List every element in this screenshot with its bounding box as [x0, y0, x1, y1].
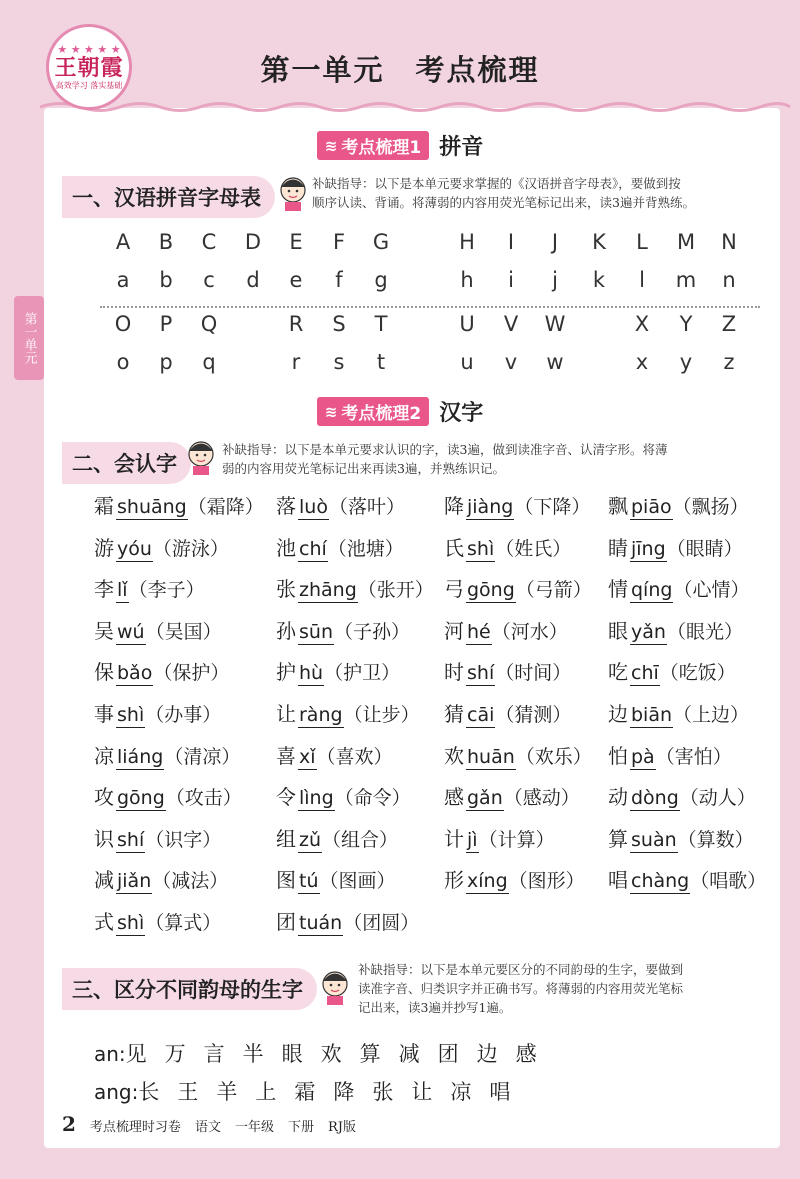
character-word: （感动）	[503, 787, 580, 810]
guide-line: 记出来，读3遍并抄写1遍。	[358, 1000, 512, 1015]
alphabet-letter: C	[201, 230, 217, 254]
alphabet-letter: T	[374, 312, 388, 336]
student-face-icon	[318, 966, 352, 1006]
character-hanzi: 落	[276, 494, 296, 518]
alphabet-letter: p	[159, 350, 173, 374]
character-entry	[444, 573, 592, 603]
character-entry	[94, 906, 221, 936]
character-hanzi: 减	[94, 868, 114, 893]
character-entry	[94, 740, 240, 770]
character-hanzi: 氏	[444, 535, 464, 560]
character-entry	[444, 781, 580, 811]
character-pinyin: chí	[299, 537, 327, 560]
character-pinyin: wú	[117, 620, 145, 643]
character-word: （吃饭）	[659, 662, 736, 685]
side-unit-tab: 第一单元	[14, 296, 44, 380]
alphabet-letter: K	[592, 230, 606, 254]
part-title-distinguish	[62, 968, 317, 1010]
alphabet-letter: F	[332, 230, 346, 254]
character-entry	[276, 906, 419, 936]
character-grid	[94, 490, 774, 948]
character-word: （识字）	[145, 828, 222, 851]
character-pinyin: jiàng	[467, 496, 514, 518]
rhyme-label: ang:	[94, 1080, 139, 1104]
character-word: （落叶）	[328, 496, 405, 518]
character-pinyin: gōng	[117, 787, 165, 810]
character-pinyin: gǎn	[467, 787, 503, 810]
section-heading-pinyin	[0, 130, 800, 161]
page-number: 2	[62, 1112, 76, 1136]
character-pinyin: cāi	[467, 703, 495, 726]
character-entry	[444, 823, 555, 853]
character-hanzi: 池	[276, 535, 296, 560]
alphabet-letter: a	[116, 268, 130, 292]
character-entry	[608, 823, 754, 853]
character-hanzi: 张	[276, 577, 296, 602]
alphabet-letter: Y	[679, 312, 693, 336]
character-word: （护卫）	[324, 662, 401, 685]
logo-stars: ★ ★ ★ ★ ★	[57, 42, 121, 56]
character-word: （弓箭）	[515, 579, 592, 602]
character-word: （猜测）	[495, 703, 572, 726]
logo-subtitle: 高效学习 落实基础	[55, 80, 123, 90]
character-hanzi: 令	[276, 785, 296, 810]
character-pinyin: lǐ	[117, 579, 128, 602]
character-entry	[444, 740, 592, 770]
character-hanzi: 欢	[444, 743, 464, 768]
part-title-recognize	[62, 442, 191, 484]
character-word: （张开）	[357, 579, 434, 602]
character-entry	[276, 615, 410, 645]
alphabet-letter: G	[372, 230, 390, 254]
character-hanzi: 算	[608, 826, 628, 851]
character-word: （唱歌）	[690, 870, 767, 893]
rhyme-row-an	[94, 1038, 555, 1068]
character-word: （攻击）	[165, 787, 242, 810]
guide-line: 补缺指导：以下是本单元要区分的不同韵母的生字，要做到	[358, 962, 684, 977]
character-hanzi: 识	[94, 826, 114, 851]
alphabet-letter: m	[675, 268, 697, 292]
character-entry	[276, 698, 420, 728]
alphabet-letter: M	[676, 230, 696, 254]
alphabet-letter: P	[159, 312, 173, 336]
alphabet-letter: D	[244, 230, 262, 254]
page-title: 第一单元 考点梳理	[260, 53, 540, 87]
alphabet-letter: v	[504, 350, 518, 374]
character-word: （眼睛）	[666, 537, 743, 560]
character-word: （眼光）	[666, 620, 743, 643]
character-entry	[276, 490, 405, 520]
character-pinyin: zǔ	[299, 828, 322, 851]
alphabet-letter: k	[592, 268, 606, 292]
character-hanzi: 式	[94, 909, 114, 934]
character-pinyin: tuán	[299, 911, 343, 934]
character-row	[94, 823, 774, 865]
character-entry	[444, 615, 568, 645]
character-entry	[608, 615, 743, 645]
alphabet-letter: u	[460, 350, 474, 374]
character-word: （池塘）	[327, 537, 404, 560]
alphabet-letter: L	[636, 230, 648, 254]
character-pinyin: lìng	[299, 787, 334, 810]
alphabet-letter: i	[508, 268, 514, 292]
character-row	[94, 740, 774, 782]
alphabet-letter: S	[332, 312, 346, 336]
character-entry	[94, 781, 242, 811]
character-pinyin: ràng	[299, 703, 343, 726]
character-entry	[276, 656, 400, 686]
character-hanzi: 计	[444, 826, 464, 851]
character-pinyin: piāo	[631, 496, 672, 518]
alphabet-letter: g	[374, 268, 388, 292]
character-row	[94, 781, 774, 823]
rhyme-chars: 见万言半眼欢算减团边感	[125, 1042, 555, 1066]
character-entry	[94, 823, 221, 853]
section-heading-hanzi	[0, 396, 800, 427]
character-pinyin: sūn	[299, 620, 333, 643]
alphabet-letter: f	[335, 268, 343, 292]
character-pinyin: yóu	[117, 537, 152, 560]
guide-distinguish	[358, 960, 768, 1017]
character-hanzi: 河	[444, 618, 464, 643]
character-hanzi: 感	[444, 785, 464, 810]
character-pinyin: dòng	[631, 787, 679, 810]
character-hanzi: 保	[94, 660, 114, 685]
character-word: （吴国）	[145, 620, 222, 643]
section-name: 汉字	[439, 401, 484, 426]
section-badge	[317, 131, 429, 160]
character-pinyin: hù	[299, 662, 324, 685]
alphabet-letter: Z	[721, 312, 737, 336]
character-row	[94, 490, 774, 532]
character-word: （团圆）	[343, 911, 420, 934]
character-pinyin: chàng	[631, 870, 690, 893]
alphabet-letter: B	[158, 230, 174, 254]
alphabet-letter: A	[115, 230, 131, 254]
alphabet-letter: U	[459, 312, 475, 336]
character-pinyin: jiǎn	[117, 870, 152, 893]
character-word: （清凉）	[164, 745, 241, 768]
alphabet-letter: j	[552, 268, 558, 292]
character-word: （保护）	[153, 662, 230, 685]
alphabet-letter: b	[159, 268, 173, 292]
alphabet-letter: J	[551, 230, 559, 254]
character-pinyin: jì	[467, 828, 478, 851]
alphabet-letter: e	[289, 268, 303, 292]
character-word: （心情）	[673, 579, 750, 602]
character-hanzi: 团	[276, 909, 296, 934]
character-pinyin: biān	[631, 703, 673, 726]
character-entry	[94, 698, 221, 728]
character-row	[94, 656, 774, 698]
character-word: （组合）	[322, 828, 399, 851]
character-hanzi: 游	[94, 535, 114, 560]
character-entry	[94, 573, 205, 603]
guide-line: 顺序认读、背诵。将薄弱的内容用荧光笔标记出来，读3遍并背熟练。	[312, 195, 695, 210]
character-hanzi: 护	[276, 660, 296, 685]
footer-subject: 语文	[194, 1120, 221, 1135]
alphabet-upper-row-2	[108, 312, 748, 342]
character-entry	[608, 573, 749, 603]
character-hanzi: 让	[276, 701, 296, 726]
page-footer	[62, 1112, 356, 1136]
character-entry	[608, 864, 766, 894]
alphabet-letter: n	[722, 268, 736, 292]
student-face-icon	[184, 436, 218, 476]
alphabet-letter: s	[333, 350, 345, 374]
guide-line: 补缺指导：以下是本单元要求掌握的《汉语拼音字母表》，要做到按	[312, 176, 681, 191]
footer-book: 考点梳理时习卷	[89, 1120, 181, 1135]
character-pinyin: pà	[631, 745, 655, 768]
guide-line: 弱的内容用荧光笔标记出来再读3遍，并熟练识记。	[222, 461, 505, 476]
alphabet-letter: E	[289, 230, 303, 254]
character-hanzi: 弓	[444, 577, 464, 602]
guide-alphabet	[312, 174, 762, 212]
character-hanzi: 飘	[608, 494, 628, 518]
character-entry	[444, 490, 590, 520]
character-hanzi: 攻	[94, 785, 114, 810]
character-word: （减法）	[152, 870, 229, 893]
character-hanzi: 唱	[608, 868, 628, 893]
alphabet-lower-row-1	[108, 268, 748, 298]
character-word: （下降）	[514, 496, 591, 518]
alphabet-letter: w	[546, 350, 564, 374]
character-pinyin: xǐ	[299, 745, 316, 768]
character-entry	[276, 532, 404, 562]
character-row	[94, 532, 774, 574]
character-entry	[94, 656, 229, 686]
character-word: （上边）	[673, 703, 750, 726]
character-hanzi: 降	[444, 494, 464, 518]
alphabet-letter: O	[114, 312, 132, 336]
character-word: （飘扬）	[672, 496, 749, 518]
character-hanzi: 睛	[608, 535, 628, 560]
alphabet-letter: y	[679, 350, 693, 374]
character-pinyin: shuāng	[117, 496, 187, 518]
footer-grade: 一年级	[234, 1120, 274, 1135]
rhyme-row-ang	[94, 1076, 528, 1106]
part-title-label: 二、会认字	[72, 452, 177, 476]
alphabet-letter: r	[291, 350, 301, 374]
character-row	[94, 906, 774, 948]
rhyme-chars: 长王羊上霜降张让凉唱	[138, 1080, 529, 1104]
character-entry	[276, 823, 398, 853]
character-hanzi: 边	[608, 701, 628, 726]
footer-term: 下册	[287, 1120, 314, 1135]
character-hanzi: 吴	[94, 618, 114, 643]
dotted-divider	[100, 306, 760, 308]
character-pinyin: qíng	[631, 579, 673, 602]
alphabet-letter: t	[376, 350, 386, 374]
character-entry	[608, 532, 743, 562]
character-hanzi: 怕	[608, 743, 628, 768]
character-hanzi: 眼	[608, 618, 628, 643]
rhyme-label: an:	[94, 1042, 126, 1066]
character-pinyin: shí	[467, 662, 495, 685]
part-title-label: 一、汉语拼音字母表	[72, 186, 261, 210]
character-word: （办事）	[145, 703, 222, 726]
alphabet-lower-row-2	[108, 350, 748, 380]
character-pinyin: suàn	[631, 828, 677, 851]
character-pinyin: tú	[299, 870, 319, 893]
alphabet-letter: I	[507, 230, 515, 254]
character-hanzi: 凉	[94, 743, 114, 768]
character-hanzi: 霜	[94, 494, 114, 518]
character-word: （图画）	[319, 870, 396, 893]
guide-line: 补缺指导：以下是本单元要求认识的字，读3遍，做到读准字音、认清字形。将薄	[222, 442, 668, 457]
character-pinyin: xíng	[467, 870, 508, 893]
part-title-label: 三、区分不同韵母的生字	[72, 978, 303, 1002]
character-row	[94, 573, 774, 615]
character-entry	[94, 864, 228, 894]
alphabet-letter: W	[544, 312, 566, 336]
character-pinyin: jīng	[631, 537, 666, 560]
character-word: （河水）	[491, 620, 568, 643]
character-pinyin: huān	[467, 745, 515, 768]
character-hanzi: 情	[608, 577, 628, 602]
character-word: （游泳）	[152, 537, 229, 560]
character-pinyin: liáng	[117, 745, 164, 768]
character-entry	[608, 781, 756, 811]
alphabet-letter: R	[288, 312, 304, 336]
character-pinyin: zhāng	[299, 579, 357, 602]
character-entry	[276, 781, 411, 811]
character-word: （动人）	[679, 787, 756, 810]
character-pinyin: bǎo	[117, 662, 153, 685]
guide-line: 读准字音、归类识字并正确书写。将薄弱的内容用荧光笔标	[358, 981, 684, 996]
character-hanzi: 孙	[276, 618, 296, 643]
character-pinyin: gōng	[467, 579, 515, 602]
character-entry	[444, 656, 571, 686]
character-pinyin: shì	[467, 537, 495, 560]
character-hanzi: 吃	[608, 660, 628, 685]
character-pinyin: shí	[117, 828, 145, 851]
character-entry	[94, 532, 229, 562]
character-hanzi: 动	[608, 785, 628, 810]
character-hanzi: 事	[94, 701, 114, 726]
footer-edition: RJ版	[327, 1120, 356, 1135]
alphabet-letter: N	[721, 230, 737, 254]
logo-brand: 王朝霞	[54, 54, 124, 81]
character-hanzi: 组	[276, 826, 296, 851]
character-entry	[94, 490, 264, 520]
wave-icon: ≋	[324, 402, 338, 421]
character-hanzi: 李	[94, 577, 114, 602]
section-badge-label: 考点梳理2	[341, 404, 422, 424]
character-pinyin: chī	[631, 662, 659, 685]
character-word: （霜降）	[187, 496, 264, 518]
character-pinyin: hé	[467, 620, 491, 643]
character-row	[94, 864, 774, 906]
section-badge	[317, 397, 429, 426]
section-badge-label: 考点梳理1	[341, 138, 422, 158]
alphabet-upper-row-1	[108, 230, 748, 260]
character-word: （算数）	[677, 828, 754, 851]
section-name: 拼音	[439, 135, 484, 160]
character-pinyin: shì	[117, 703, 145, 726]
part-title-alphabet	[62, 176, 275, 218]
character-word: （喜欢）	[316, 745, 393, 768]
character-pinyin: shì	[117, 911, 145, 934]
character-word: （图形）	[508, 870, 585, 893]
character-word: （让步）	[343, 703, 420, 726]
guide-recognize	[222, 440, 762, 478]
alphabet-letter: H	[459, 230, 475, 254]
character-word: （计算）	[478, 828, 555, 851]
character-word: （子孙）	[333, 620, 410, 643]
character-entry	[608, 740, 732, 770]
character-word: （欢乐）	[515, 745, 592, 768]
character-word: （姓氏）	[495, 537, 572, 560]
alphabet-letter: Q	[200, 312, 218, 336]
alphabet-letter: d	[246, 268, 260, 292]
wave-icon: ≋	[324, 136, 338, 155]
character-entry	[94, 615, 222, 645]
alphabet-letter: z	[723, 350, 735, 374]
character-entry	[276, 864, 396, 894]
character-hanzi: 图	[276, 868, 296, 893]
character-word: （算式）	[145, 911, 222, 934]
alphabet-letter: X	[634, 312, 650, 336]
character-hanzi: 时	[444, 660, 464, 685]
character-entry	[608, 698, 749, 728]
character-entry	[444, 532, 571, 562]
alphabet-letter: h	[460, 268, 474, 292]
character-entry	[444, 864, 585, 894]
character-pinyin: luò	[299, 496, 328, 518]
character-entry	[444, 698, 571, 728]
character-row	[94, 615, 774, 657]
alphabet-letter: c	[203, 268, 215, 292]
character-pinyin: yǎn	[631, 620, 666, 643]
alphabet-letter: l	[639, 268, 645, 292]
alphabet-letter: x	[635, 350, 649, 374]
alphabet-letter: o	[116, 350, 130, 374]
character-word: （李子）	[128, 579, 205, 602]
alphabet-letter: q	[202, 350, 216, 374]
character-word: （时间）	[495, 662, 572, 685]
character-hanzi: 猜	[444, 701, 464, 726]
character-row	[94, 698, 774, 740]
character-word: （害怕）	[655, 745, 732, 768]
decorative-wave-top	[0, 100, 800, 114]
character-entry	[608, 656, 736, 686]
student-face-icon	[276, 172, 310, 212]
character-entry	[608, 490, 749, 520]
character-hanzi: 喜	[276, 743, 296, 768]
character-entry	[276, 573, 434, 603]
character-word: （命令）	[334, 787, 411, 810]
character-entry	[276, 740, 393, 770]
character-hanzi: 形	[444, 868, 464, 893]
alphabet-letter: V	[503, 312, 519, 336]
